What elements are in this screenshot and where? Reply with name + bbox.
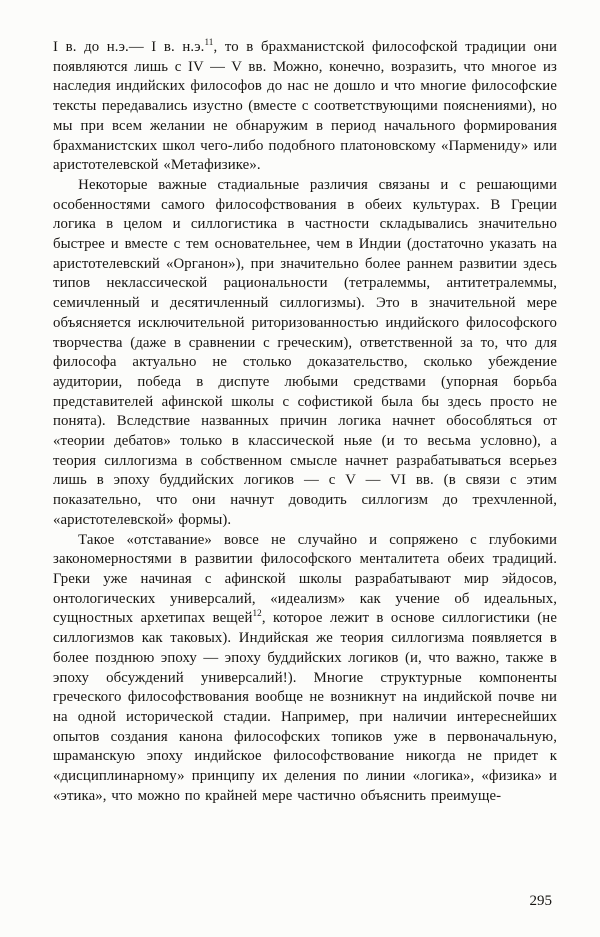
paragraph-2-text: Некоторые важные стадиальные различия связаны и с решающими особенностями самого философствования в обеих культурах. В Греции логика в целом и силлогистика в частности складывались значительно быстрее и вместе с тем основательнее, чем в Индии (достаточно указать на аристотелевский «Органон»), при значительно более раннем развитии здесь типов неклассической рациональности (тетралеммы, антитетралеммы, семичленный и десятичленный силлогизмы). Это в значительной мере объясняется исключительной риторизованностью индийского философского творчества (даже в сравнении с греческим), ответственной за то, что для философа актуально не столько доказательство, сколько убеждение аудитории, победа в диспуте любыми средствами (упорная борьба представителей афинской школы с софистикой была бы здесь просто не понята). Вследствие названных причин логика начнет обособляться от «теории дебатов» только в классической ньяе (и то весьма условно), а теория силлогизма в собственном смысле начнет разрабатываться всерьез лишь в эпоху буддийских логиков — с V — VI вв. (в связи с этим показательно, что они начнут доводить силлогизм до трехчленной, «аристотелевской» формы). (53, 176, 557, 528)
paragraph-1-text-a: I в. до н.э.— I в. н.э. (53, 39, 205, 55)
page-text-block (53, 38, 557, 806)
page-number: 295 (529, 893, 552, 909)
paragraph-1-text-b: , то в брахманистской философской традиции они появляются лишь с IV — V вв. Можно, конечно, возразить, что многое из наследия индийских философов до нас не дошло и что многие философские тексты передавались изустно (вместе с соответствующими пояснениями), но мы при всем желании не обнаружим в период начального формирования брахманистских школ чего-либо подобного платоновскому «Пармениду» или аристотелевской «Метафизике». (53, 39, 557, 174)
paragraph-3-text-b: , которое лежит в основе силлогистики (не силлогизмов как таковых). Индийская же теория силлогизма появляется в более позднюю эпоху — эпоху буддийских логиков (и, что важно, также в эпоху обсуждений универсалий!). Многие структурные компоненты греческого философствования вообще не возникнут на индийской почве ни на одной исторической стадии. Например, при наличии интереснейших опытов создания канона философских топиков уже в первоначальную, шраманскую эпоху индийское философствование никогда не придет к «дисциплинарному» принципу их деления по линии «логика», «физика» и «этика», что можно по крайней мере частично объяснить преимуще- (53, 610, 557, 804)
paragraph-3 (53, 531, 557, 807)
paragraph-2 (53, 176, 557, 531)
footnote-ref-11: 11 (204, 37, 214, 48)
footnote-ref-12: 12 (252, 608, 262, 619)
paragraph-3-text-a: Такое «отставание» вовсе не случайно и сопряжено с глубокими закономерностями в развитии философского менталитета обеих традиций. Греки уже начиная с афинской школы разрабатывают мир эйдосов, онтологических универсалий, «идеализм» как учение об идеальных, сущностных архетипах вещей (53, 531, 557, 627)
paragraph-1 (53, 38, 557, 176)
